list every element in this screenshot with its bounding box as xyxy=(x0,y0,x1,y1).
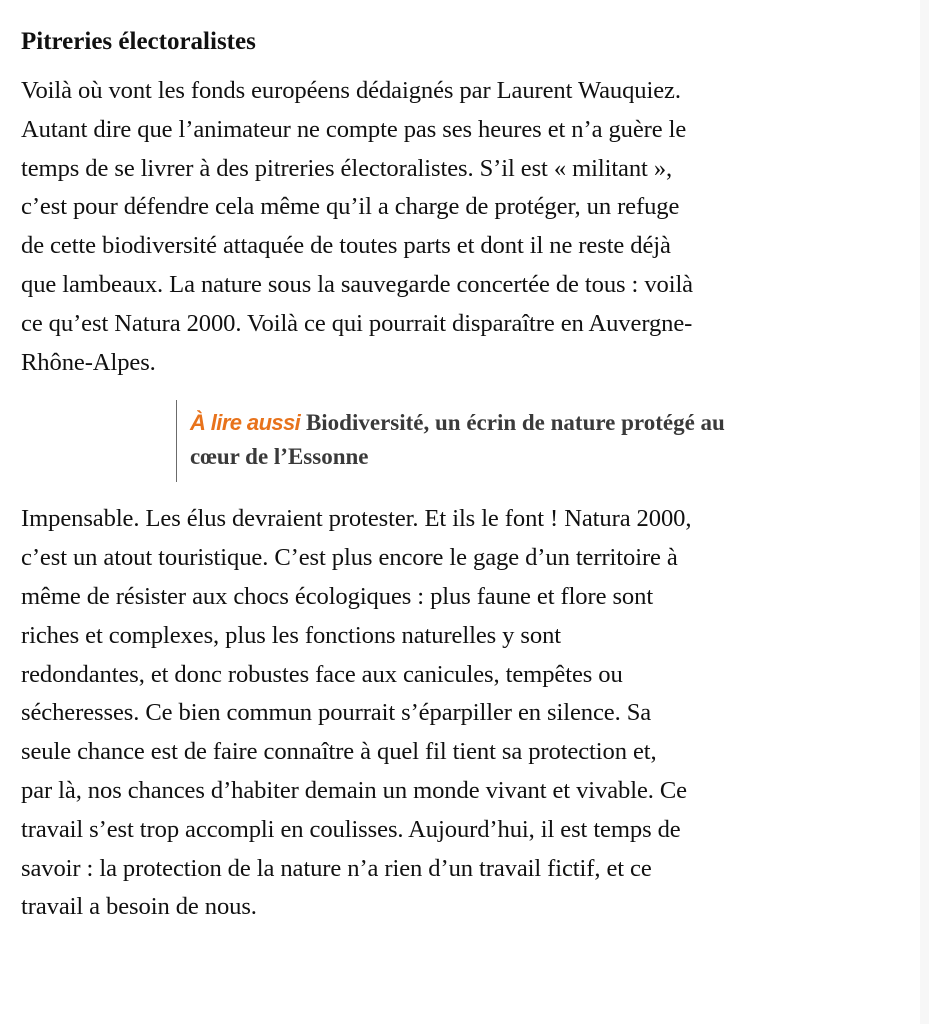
read-also-kicker: À lire aussi xyxy=(190,410,301,436)
read-also-link-continued[interactable]: cœur de l’Essonne xyxy=(190,444,369,470)
section-subheading: Pitreries électoralistes xyxy=(21,28,256,55)
paragraph-line: sécheresses. Ce bien commun pourrait s’éparpiller en silence. Sa xyxy=(21,699,652,727)
paragraph-line: de cette biodiversité attaquée de toutes parts et dont il ne reste déjà xyxy=(21,232,671,260)
paragraph-line: Voilà où vont les fonds européens dédaignés par Laurent Wauquiez. xyxy=(21,77,681,104)
page-edge-band xyxy=(920,0,929,1024)
article-body xyxy=(21,22,891,927)
paragraph-line: même de résister aux chocs écologiques : plus faune et flore sont xyxy=(21,582,654,610)
paragraph-line: riches et complexes, plus les fonctions naturelles y sont xyxy=(21,621,562,649)
paragraph-1 xyxy=(21,72,891,382)
paragraph-line: par là, nos chances d’habiter demain un monde vivant et vivable. Ce xyxy=(21,776,687,804)
paragraph-2 xyxy=(21,500,891,927)
paragraph-line: savoir : la protection de la nature n’a rien d’un travail fictif, et ce xyxy=(21,854,652,882)
paragraph-line: Impensable. Les élus devraient protester. Et ils le font ! Natura 2000, xyxy=(21,505,692,533)
paragraph-line: seule chance est de faire connaître à quel fil tient sa protection et, xyxy=(21,738,657,766)
read-also-link[interactable]: Biodiversité, un écrin de nature protégé au xyxy=(305,410,725,436)
paragraph-line: travail s’est trop accompli en coulisses. Aujourd’hui, il est temps de xyxy=(21,815,681,843)
read-also-block[interactable] xyxy=(176,400,750,482)
paragraph-line: Autant dire que l’animateur ne compte pas ses heures et n’a guère le xyxy=(21,115,687,143)
paragraph-line: que lambeaux. La nature sous la sauvegarde concertée de tous : voilà xyxy=(21,270,693,298)
paragraph-line: redondantes, et donc robustes face aux canicules, tempêtes ou xyxy=(21,660,623,688)
paragraph-line: travail a besoin de nous. xyxy=(21,893,257,921)
paragraph-line: temps de se livrer à des pitreries électoralistes. S’il est « militant », xyxy=(21,154,673,182)
read-also-line-1 xyxy=(190,406,750,440)
paragraph-line: Rhône-Alpes. xyxy=(21,348,156,376)
paragraph-line: ce qu’est Natura 2000. Voilà ce qui pourrait disparaître en Auvergne- xyxy=(21,309,693,337)
paragraph-line: c’est un atout touristique. C’est plus encore le gage d’un territoire à xyxy=(21,544,678,572)
paragraph-line: c’est pour défendre cela même qu’il a charge de protéger, un refuge xyxy=(21,193,680,221)
